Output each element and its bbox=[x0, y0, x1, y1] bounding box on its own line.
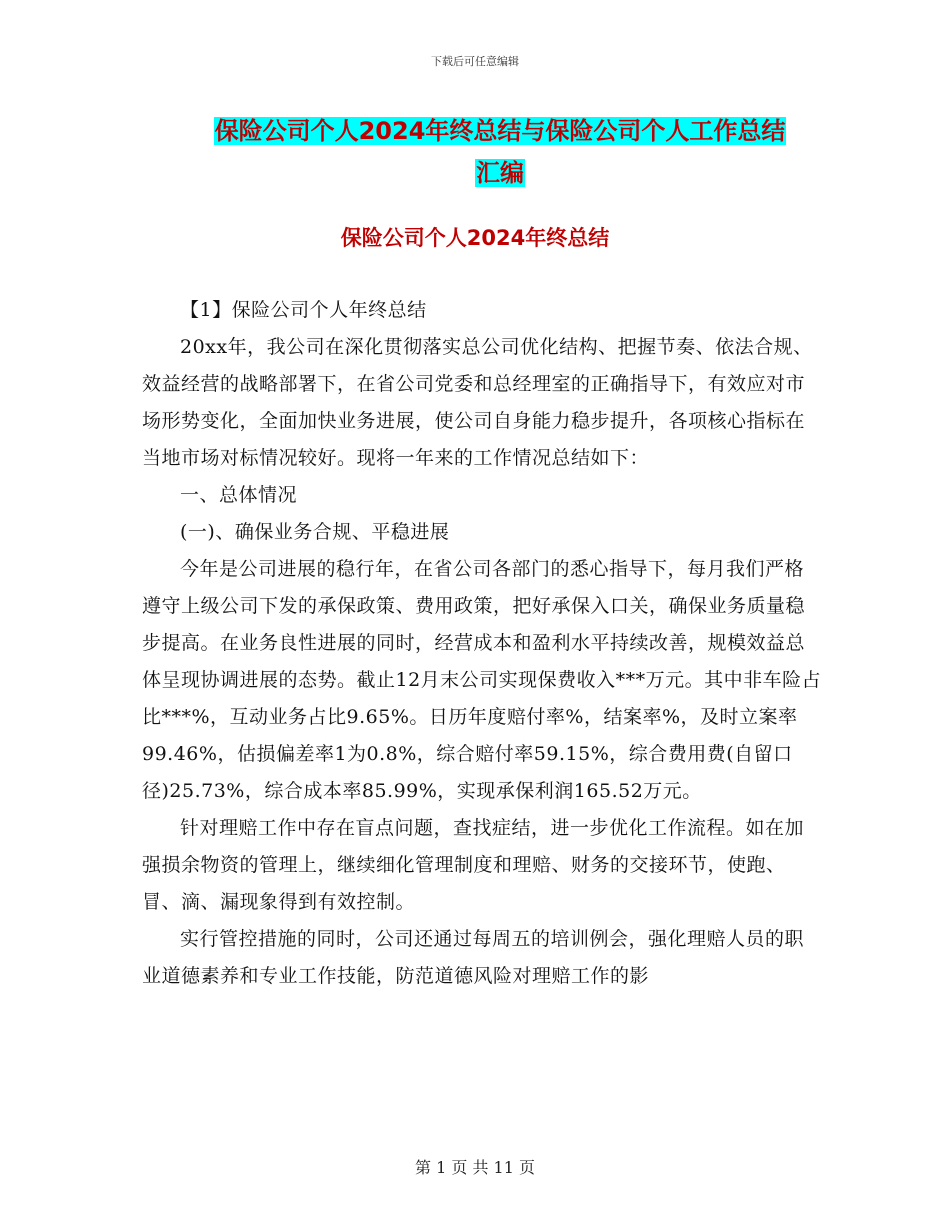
paragraph-heading: (一)、确保业务合规、平稳进展 bbox=[180, 521, 450, 543]
paragraph-heading: 一、总体情况 bbox=[180, 484, 298, 506]
document-body bbox=[142, 292, 822, 995]
section-title: 保险公司个人2024年终总结 bbox=[340, 226, 610, 250]
paragraph: 针对理赔工作中存在盲点问题，查找症结，进一步优化工作流程。如在加强损余物资的管理上，继续细化管理制度和理赔、财务的交接环节，使跑、冒、滴、漏现象得到有效控制。 bbox=[142, 817, 805, 913]
page-indicator: 第 1 页 共 11 页 bbox=[415, 1158, 535, 1177]
header-note: 下载后可任意编辑 bbox=[431, 55, 519, 68]
document-title-line-1: 保险公司个人2024年终总结与保险公司个人工作总结 bbox=[214, 117, 786, 145]
paragraph-heading: 【1】保险公司个人年终总结 bbox=[180, 299, 427, 321]
paragraph: 20xx年，我公司在深化贯彻落实总公司优化结构、把握节奏、依法合规、效益经营的战略部署下，在省公司党委和总经理室的正确指导下，有效应对市场形势变化，全面加快业务进展，使公司自身能力稳步提升，各项核心指标在当地市场对标情况较好。现将一年来的工作情况总结如下： bbox=[142, 336, 813, 469]
paragraph: 今年是公司进展的稳行年，在省公司各部门的悉心指导下，每月我们严格遵守上级公司下发的承保政策、费用政策，把好承保入口关，确保业务质量稳步提高。在业务良性进展的同时，经营成本和盈利水平持续改善，规模效益总体呈现协调进展的态势。截止12月末公司实现保费收入***万元。其中非车险占比***%，互动业务占比9.65%。日历年度赔付率%，结案率%，及时立案率99.46%，估损偏差率1为0.8%，综合赔付率59.15%，综合费用费(自留口径)25.73%，综合成本率85.99%，实现承保利润165.52万元。 bbox=[142, 558, 822, 802]
document-title bbox=[150, 110, 850, 194]
paragraph: 实行管控措施的同时，公司还通过每周五的培训例会，强化理赔人员的职业道德素养和专业工作技能，防范道德风险对理赔工作的影 bbox=[142, 928, 805, 987]
document-title-line-2: 汇编 bbox=[476, 159, 524, 187]
